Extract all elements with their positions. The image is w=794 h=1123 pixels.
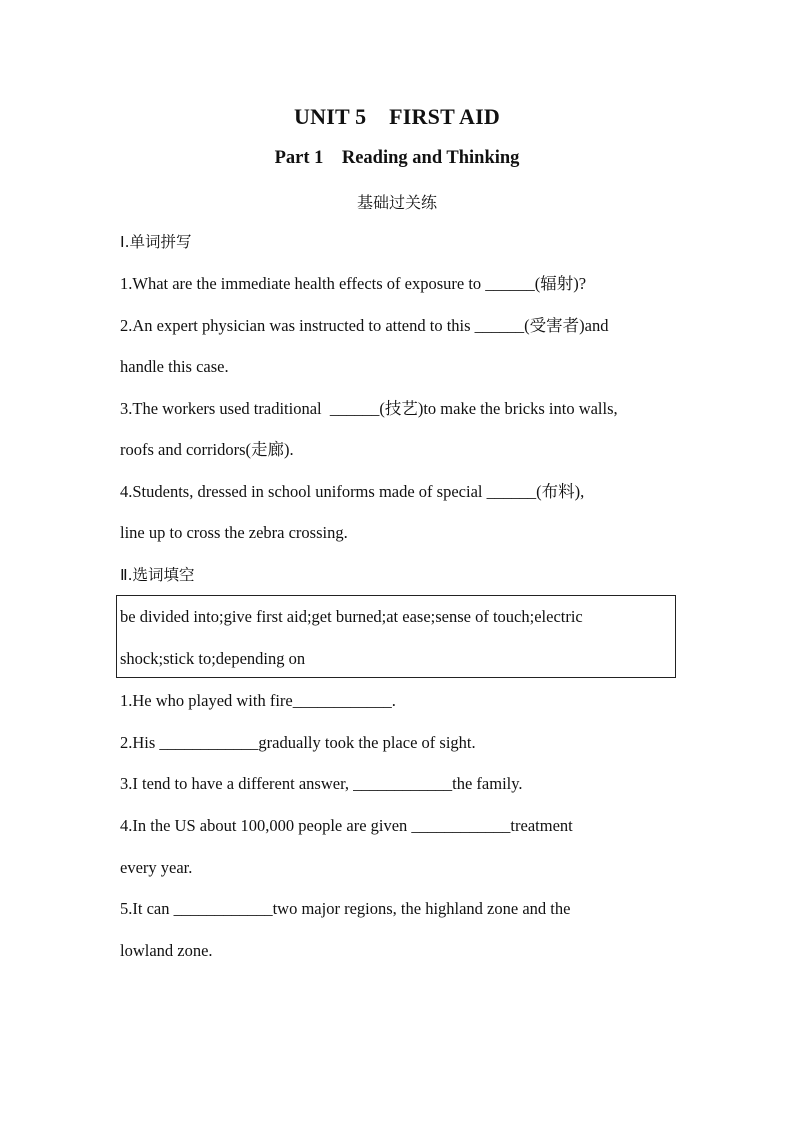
exercise-heading: 基础过关练 <box>356 193 437 212</box>
spelling-item-1: 1.What are the immediate health effects of exposure to ______(辐射)? <box>120 274 587 293</box>
fill-item-3: 3.I tend to have a different answer, ____________the family. <box>120 774 523 793</box>
word-bank-line-1: be divided into;give first aid;get burned;at ease;sense of touch;electric <box>120 607 583 626</box>
spelling-item-2: 2.An expert physician was instructed to attend to this ______(受害者)and <box>120 316 609 335</box>
spelling-item-3-cont: roofs and corridors(走廊). <box>120 440 294 459</box>
section1-heading: Ⅰ.单词拼写 <box>120 233 192 251</box>
fill-item-1: 1.He who played with fire____________. <box>120 691 396 710</box>
section2-heading: Ⅱ.选词填空 <box>120 566 195 584</box>
page-title: UNIT 5 FIRST AID <box>294 104 500 129</box>
spelling-item-4: 4.Students, dressed in school uniforms made of special ______(布料), <box>120 482 585 501</box>
fill-item-2: 2.His ____________gradually took the place of sight. <box>120 733 476 752</box>
fill-item-5: 5.It can ____________two major regions, the highland zone and the <box>120 899 571 918</box>
spelling-item-4-cont: line up to cross the zebra crossing. <box>120 523 348 542</box>
page-subtitle: Part 1 Reading and Thinking <box>274 148 520 168</box>
fill-item-4-cont: every year. <box>120 858 193 877</box>
spelling-item-2-cont: handle this case. <box>120 357 229 376</box>
spelling-item-3: 3.The workers used traditional ______(技艺)to make the bricks into walls, <box>120 399 618 418</box>
fill-item-5-cont: lowland zone. <box>120 941 213 960</box>
fill-item-4: 4.In the US about 100,000 people are given ____________treatment <box>120 816 573 835</box>
word-bank-line-2: shock;stick to;depending on <box>120 649 306 668</box>
